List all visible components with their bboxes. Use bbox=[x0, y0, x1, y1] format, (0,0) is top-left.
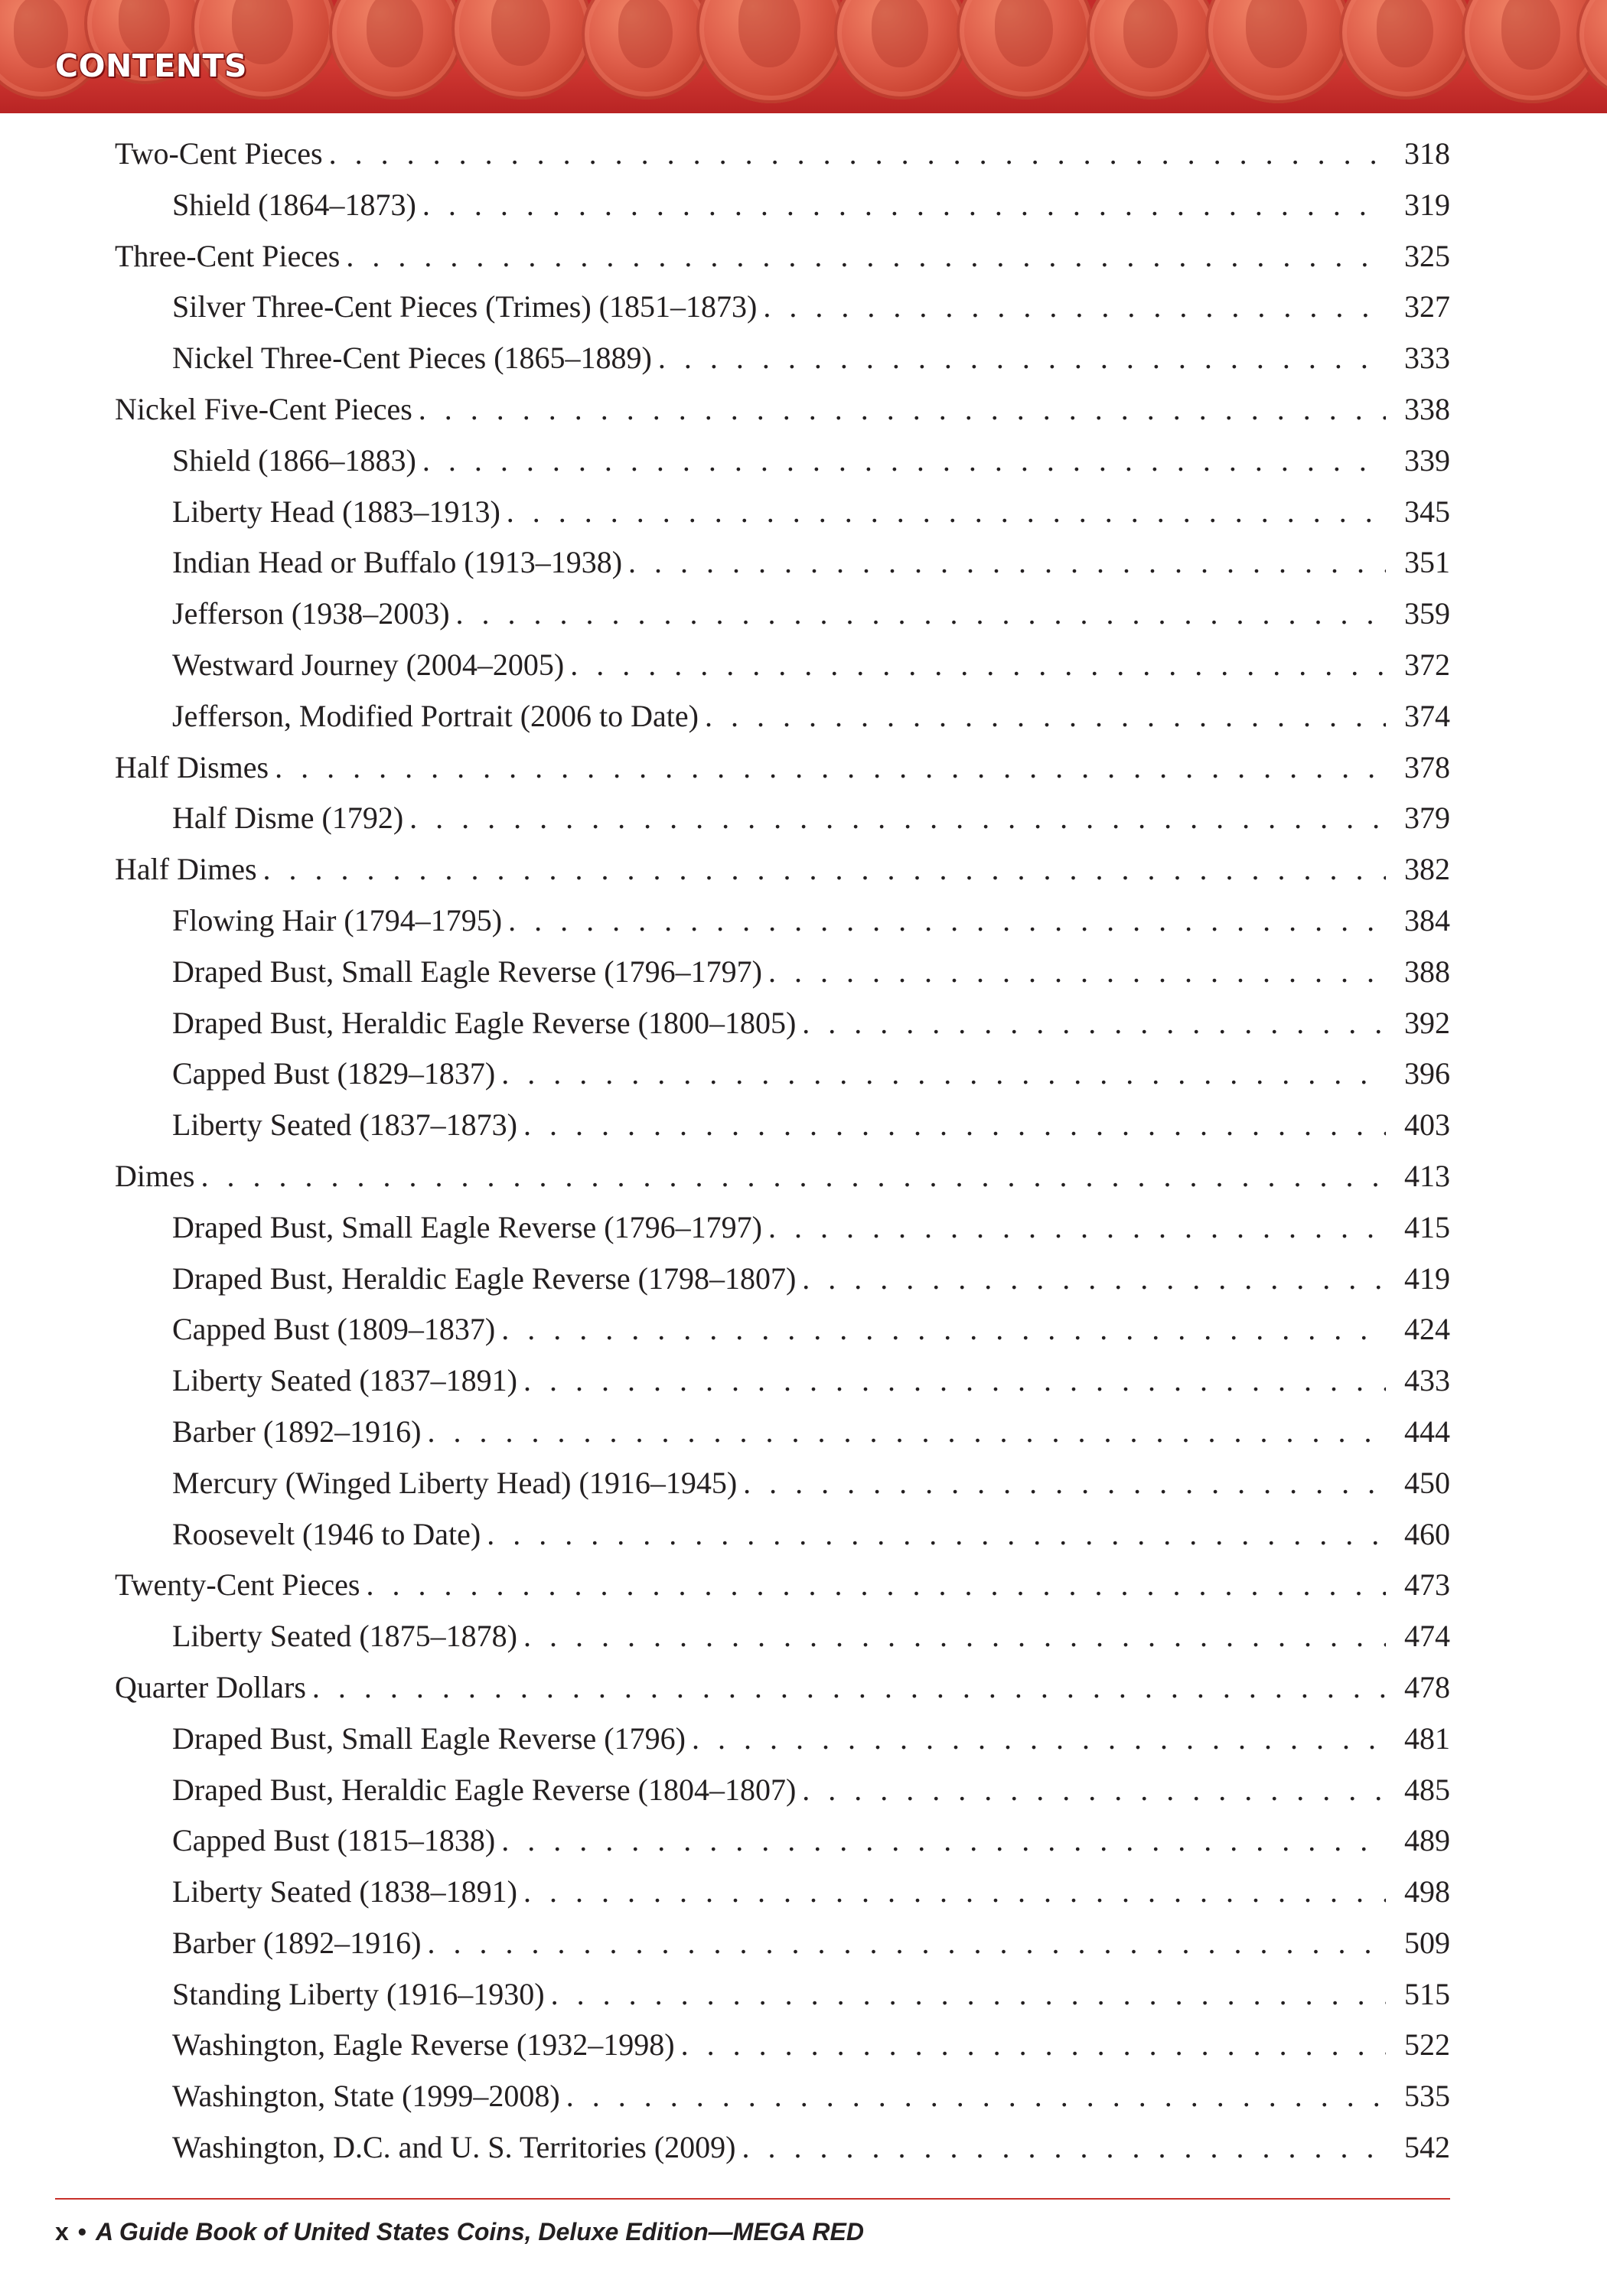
entry-page: 481 bbox=[1404, 1720, 1450, 1756]
toc-subentry[interactable] bbox=[115, 1355, 1450, 1407]
entry-page: 542 bbox=[1404, 2130, 1450, 2165]
coin-image bbox=[696, 0, 846, 103]
entry-page: 535 bbox=[1404, 2079, 1450, 2114]
entry-title: Washington, D.C. and U. S. Territories (2009) bbox=[172, 2130, 736, 2165]
dot-leader bbox=[312, 1662, 1386, 1714]
dot-leader bbox=[456, 589, 1386, 640]
toc-subentry[interactable] bbox=[115, 947, 1450, 998]
coin-image bbox=[834, 0, 968, 99]
entry-page: 424 bbox=[1404, 1312, 1450, 1347]
entry-title: Roosevelt (1946 to Date) bbox=[172, 1516, 481, 1551]
dot-leader bbox=[366, 1560, 1386, 1611]
entry-page: 522 bbox=[1404, 2027, 1450, 2063]
entry-page: 318 bbox=[1404, 136, 1450, 171]
dot-leader bbox=[768, 947, 1386, 998]
toc-entry[interactable] bbox=[115, 1662, 1450, 1714]
entry-page: 374 bbox=[1404, 698, 1450, 733]
entry-page: 485 bbox=[1404, 1772, 1450, 1807]
dot-leader bbox=[628, 537, 1386, 589]
entry-title: Draped Bust, Heraldic Eagle Reverse (1798–1807) bbox=[172, 1261, 797, 1296]
entry-page: 379 bbox=[1404, 801, 1450, 836]
entry-title: Capped Bust (1829–1837) bbox=[172, 1056, 496, 1091]
entry-title: Barber (1892–1916) bbox=[172, 1925, 422, 1960]
toc-subentry[interactable] bbox=[115, 2122, 1450, 2174]
dot-leader bbox=[507, 487, 1386, 538]
dot-leader bbox=[422, 435, 1386, 487]
coin-image bbox=[1339, 0, 1473, 99]
entry-page: 489 bbox=[1404, 1823, 1450, 1858]
entry-page: 498 bbox=[1404, 1874, 1450, 1910]
toc-entry[interactable] bbox=[115, 844, 1450, 895]
toc-subentry[interactable] bbox=[115, 1407, 1450, 1458]
entry-page: 384 bbox=[1404, 902, 1450, 938]
coin-image bbox=[957, 0, 1094, 99]
table-of-contents bbox=[115, 129, 1450, 2174]
dot-leader bbox=[551, 1969, 1386, 2020]
toc-subentry[interactable] bbox=[115, 333, 1450, 384]
footer-divider bbox=[55, 2198, 1450, 2200]
toc-subentry[interactable] bbox=[115, 793, 1450, 844]
entry-title: Shield (1864–1873) bbox=[172, 187, 416, 222]
toc-subentry[interactable] bbox=[115, 1049, 1450, 1100]
entry-title: Draped Bust, Small Eagle Reverse (1796–1797) bbox=[172, 954, 762, 989]
dot-leader bbox=[523, 1100, 1386, 1151]
dot-leader bbox=[658, 333, 1386, 384]
entry-title: Nickel Five-Cent Pieces bbox=[115, 391, 412, 426]
dot-leader bbox=[487, 1509, 1386, 1561]
entry-title: Indian Head or Buffalo (1913–1938) bbox=[172, 545, 623, 580]
entry-page: 333 bbox=[1404, 341, 1450, 376]
dot-leader bbox=[523, 1867, 1386, 1918]
toc-subentry[interactable] bbox=[115, 537, 1450, 589]
dot-leader bbox=[501, 1815, 1386, 1867]
dot-leader bbox=[566, 2071, 1386, 2122]
toc-subentry[interactable] bbox=[115, 180, 1450, 231]
entry-page: 372 bbox=[1404, 647, 1450, 682]
entry-page: 403 bbox=[1404, 1107, 1450, 1143]
entry-title: Shield (1866–1883) bbox=[172, 442, 416, 478]
dot-leader bbox=[427, 1407, 1386, 1458]
entry-page: 433 bbox=[1404, 1363, 1450, 1398]
coin-image bbox=[582, 0, 712, 99]
entry-title: Draped Bust, Small Eagle Reverse (1796) bbox=[172, 1720, 686, 1756]
entry-page: 509 bbox=[1404, 1925, 1450, 1960]
dot-leader bbox=[263, 844, 1386, 895]
dot-leader bbox=[419, 384, 1386, 435]
entry-title: Capped Bust (1815–1838) bbox=[172, 1823, 496, 1858]
entry-title: Standing Liberty (1916–1930) bbox=[172, 1976, 545, 2011]
dot-leader bbox=[802, 1254, 1386, 1305]
toc-subentry[interactable] bbox=[115, 2071, 1450, 2122]
dot-leader bbox=[329, 129, 1386, 180]
entry-title: Westward Journey (2004–2005) bbox=[172, 647, 565, 682]
toc-subentry[interactable] bbox=[115, 589, 1450, 640]
toc-entry[interactable] bbox=[115, 1560, 1450, 1611]
entry-page: 478 bbox=[1404, 1669, 1450, 1704]
dot-leader bbox=[422, 180, 1386, 231]
entry-page: 415 bbox=[1404, 1209, 1450, 1244]
dot-leader bbox=[523, 1355, 1386, 1407]
dot-leader bbox=[763, 282, 1386, 333]
entry-title: Dimes bbox=[115, 1158, 195, 1193]
dot-leader bbox=[501, 1304, 1386, 1355]
dot-leader bbox=[523, 1611, 1386, 1662]
entry-title: Silver Three-Cent Pieces (Trimes) (1851–1873) bbox=[172, 289, 758, 325]
toc-subentry[interactable] bbox=[115, 895, 1450, 947]
entry-title: Barber (1892–1916) bbox=[172, 1414, 422, 1449]
entry-title: Liberty Seated (1838–1891) bbox=[172, 1874, 517, 1910]
header-banner bbox=[0, 0, 1607, 113]
entry-title: Liberty Head (1883–1913) bbox=[172, 494, 500, 529]
toc-subentry[interactable] bbox=[115, 282, 1450, 333]
toc-entry[interactable] bbox=[115, 384, 1450, 435]
entry-page: 351 bbox=[1404, 545, 1450, 580]
entry-title: Draped Bust, Heraldic Eagle Reverse (1800–1805) bbox=[172, 1005, 797, 1040]
dot-leader bbox=[409, 793, 1386, 844]
toc-subentry[interactable] bbox=[115, 691, 1450, 742]
entry-page: 450 bbox=[1404, 1465, 1450, 1500]
entry-page: 419 bbox=[1404, 1261, 1450, 1296]
dot-leader bbox=[768, 1202, 1386, 1254]
toc-subentry[interactable] bbox=[115, 1611, 1450, 1662]
toc-subentry[interactable] bbox=[115, 1714, 1450, 1765]
bullet-separator: • bbox=[77, 2218, 86, 2245]
dot-leader bbox=[501, 1049, 1386, 1100]
entry-page: 325 bbox=[1404, 238, 1450, 273]
entry-title: Jefferson (1938–2003) bbox=[172, 596, 450, 631]
entry-title: Nickel Three-Cent Pieces (1865–1889) bbox=[172, 341, 652, 376]
entry-page: 392 bbox=[1404, 1005, 1450, 1040]
dot-leader bbox=[692, 1714, 1386, 1765]
entry-title: Half Dimes bbox=[115, 852, 257, 887]
toc-subentry[interactable] bbox=[115, 1918, 1450, 1969]
entry-page: 345 bbox=[1404, 494, 1450, 529]
entry-title: Jefferson, Modified Portrait (2006 to Date) bbox=[172, 698, 699, 733]
entry-page: 413 bbox=[1404, 1158, 1450, 1193]
dot-leader bbox=[508, 895, 1386, 947]
dot-leader bbox=[802, 1765, 1386, 1816]
page-number: x bbox=[55, 2218, 69, 2245]
dot-leader bbox=[200, 1151, 1386, 1202]
toc-subentry[interactable] bbox=[115, 1254, 1450, 1305]
entry-title: Draped Bust, Small Eagle Reverse (1796–1797) bbox=[172, 1209, 762, 1244]
dot-leader bbox=[802, 998, 1386, 1049]
toc-subentry[interactable] bbox=[115, 1509, 1450, 1561]
book-title: A Guide Book of United States Coins, Deluxe Edition—MEGA RED bbox=[96, 2218, 864, 2245]
coin-image bbox=[451, 0, 593, 99]
toc-entry[interactable] bbox=[115, 1151, 1450, 1202]
entry-title: Three-Cent Pieces bbox=[115, 238, 341, 273]
toc-entry[interactable] bbox=[115, 129, 1450, 180]
coin-image bbox=[1205, 0, 1351, 103]
page-footer bbox=[55, 2218, 864, 2246]
entry-title: Quarter Dollars bbox=[115, 1669, 306, 1704]
toc-subentry[interactable] bbox=[115, 487, 1450, 538]
entry-title: Flowing Hair (1794–1795) bbox=[172, 902, 503, 938]
entry-page: 473 bbox=[1404, 1567, 1450, 1603]
toc-entry[interactable] bbox=[115, 231, 1450, 282]
entry-title: Half Dismes bbox=[115, 749, 269, 784]
entry-title: Liberty Seated (1875–1878) bbox=[172, 1619, 517, 1654]
toc-subentry[interactable] bbox=[115, 1202, 1450, 1254]
entry-title: Washington, State (1999–2008) bbox=[172, 2079, 560, 2114]
entry-page: 319 bbox=[1404, 187, 1450, 222]
toc-subentry[interactable] bbox=[115, 1304, 1450, 1355]
entry-page: 327 bbox=[1404, 289, 1450, 325]
dot-leader bbox=[427, 1918, 1386, 1969]
entry-page: 388 bbox=[1404, 954, 1450, 989]
toc-subentry[interactable] bbox=[115, 435, 1450, 487]
toc-subentry[interactable] bbox=[115, 2020, 1450, 2071]
toc-subentry[interactable] bbox=[115, 640, 1450, 691]
toc-subentry[interactable] bbox=[115, 1458, 1450, 1509]
toc-entry[interactable] bbox=[115, 742, 1450, 794]
entry-page: 396 bbox=[1404, 1056, 1450, 1091]
toc-subentry[interactable] bbox=[115, 1815, 1450, 1867]
entry-title: Two-Cent Pieces bbox=[115, 136, 323, 171]
entry-title: Half Disme (1792) bbox=[172, 801, 404, 836]
entry-page: 339 bbox=[1404, 442, 1450, 478]
entry-title: Draped Bust, Heraldic Eagle Reverse (1804–1807) bbox=[172, 1772, 797, 1807]
entry-page: 378 bbox=[1404, 749, 1450, 784]
entry-page: 382 bbox=[1404, 852, 1450, 887]
page-title: CONTENTS bbox=[55, 47, 248, 84]
coin-image bbox=[1576, 0, 1607, 99]
entry-page: 359 bbox=[1404, 596, 1450, 631]
entry-title: Washington, Eagle Reverse (1932–1998) bbox=[172, 2027, 675, 2063]
entry-page: 474 bbox=[1404, 1619, 1450, 1654]
toc-subentry[interactable] bbox=[115, 998, 1450, 1049]
dot-leader bbox=[681, 2020, 1386, 2071]
dot-leader bbox=[743, 1458, 1386, 1509]
dot-leader bbox=[275, 742, 1386, 794]
entry-title: Liberty Seated (1837–1891) bbox=[172, 1363, 517, 1398]
toc-subentry[interactable] bbox=[115, 1969, 1450, 2020]
entry-page: 460 bbox=[1404, 1516, 1450, 1551]
toc-subentry[interactable] bbox=[115, 1765, 1450, 1816]
entry-page: 338 bbox=[1404, 391, 1450, 426]
entry-page: 515 bbox=[1404, 1976, 1450, 2011]
entry-page: 444 bbox=[1404, 1414, 1450, 1449]
coin-image bbox=[329, 0, 463, 99]
toc-subentry[interactable] bbox=[115, 1100, 1450, 1151]
entry-title: Twenty-Cent Pieces bbox=[115, 1567, 360, 1603]
dot-leader bbox=[742, 2122, 1386, 2174]
entry-title: Mercury (Winged Liberty Head) (1916–1945) bbox=[172, 1465, 738, 1500]
dot-leader bbox=[346, 231, 1386, 282]
dot-leader bbox=[705, 691, 1386, 742]
entry-title: Capped Bust (1809–1837) bbox=[172, 1312, 496, 1347]
coin-image bbox=[1087, 0, 1217, 99]
toc-subentry[interactable] bbox=[115, 1867, 1450, 1918]
entry-title: Liberty Seated (1837–1873) bbox=[172, 1107, 517, 1143]
dot-leader bbox=[570, 640, 1386, 691]
